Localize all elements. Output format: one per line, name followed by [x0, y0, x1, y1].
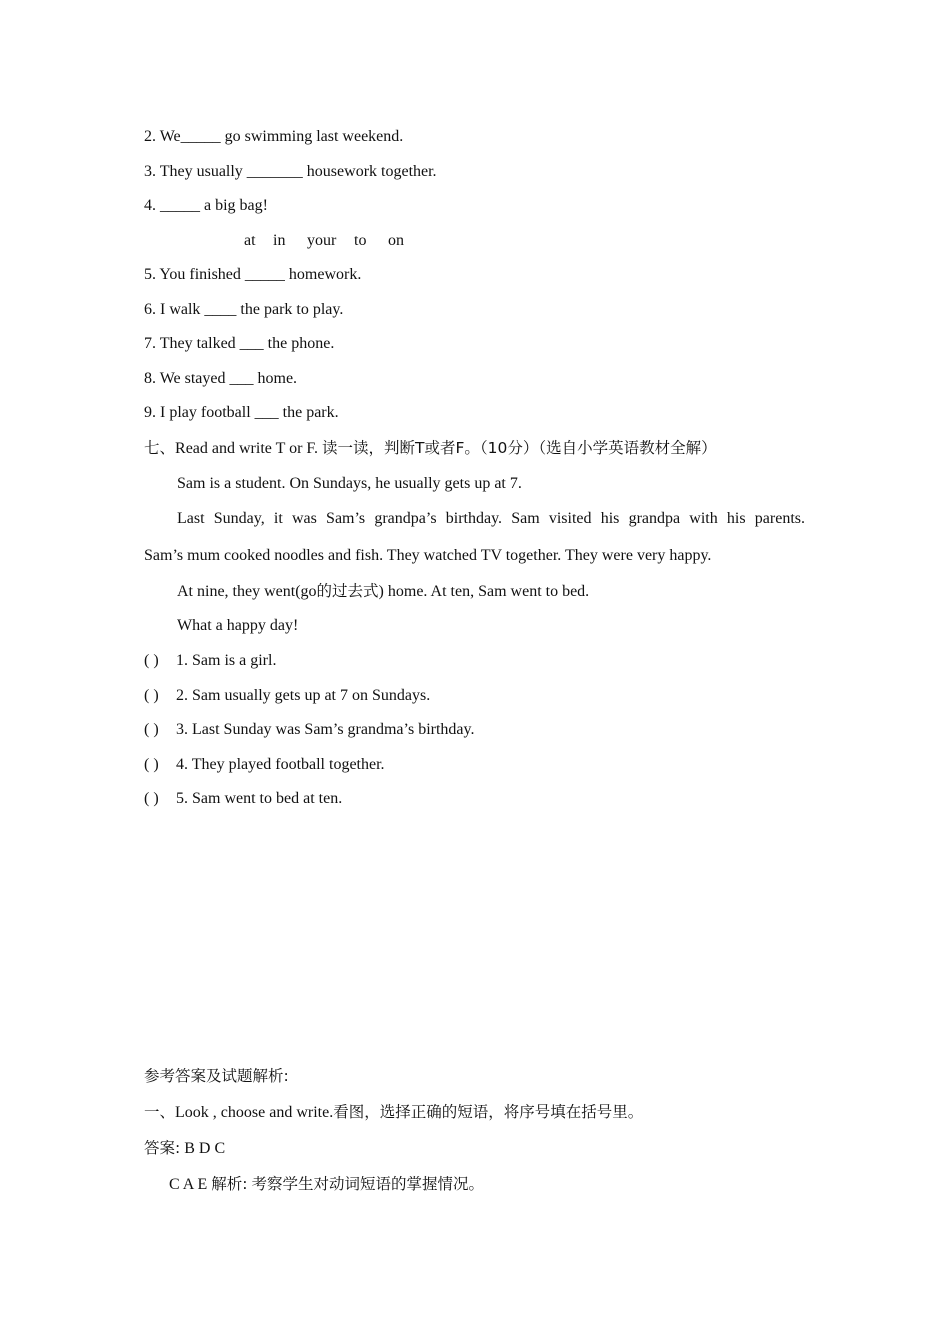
question-3: 3. They usually _______ housework together. [144, 163, 437, 180]
word-bank-item: to [354, 232, 367, 249]
passage-text-cn: 的过去式 [316, 582, 379, 600]
section-7-number: 七、 [144, 439, 176, 457]
passage-text: At nine, they went(go [177, 583, 317, 600]
tf-item-3 [144, 720, 474, 740]
passage-text: ) home. At ten, Sam went to bed. [378, 583, 590, 600]
answer-line-2 [169, 1174, 484, 1195]
section-7-heading [144, 438, 717, 459]
question-5: 5. You finished _____ homework. [144, 266, 362, 283]
passage-paragraph-2-line-2: Sam’s mum cooked noodles and fish. They watched TV together. They were very happy. [144, 547, 712, 564]
word-bank-item: your [307, 232, 337, 249]
answers-section-1-number: 一、 [144, 1103, 176, 1121]
tf-statement: 2. Sam usually gets up at 7 on Sundays. [176, 687, 431, 704]
analysis-label: 解析: [211, 1175, 248, 1193]
tf-item-4 [144, 755, 385, 775]
word-bank-item: in [273, 232, 286, 249]
analysis-text: 考察学生对动词短语的掌握情况。 [251, 1175, 484, 1193]
answers-section-1-heading [144, 1102, 643, 1123]
answer-values-2: C A E [169, 1176, 208, 1193]
answers-section-1-en: Look , choose and write. [175, 1104, 334, 1121]
answers-section-1-cn: 看图，选择正确的短语，将序号填在括号里。 [333, 1103, 644, 1121]
answer-bracket: ( ) [144, 790, 159, 807]
answer-bracket: ( ) [144, 652, 159, 669]
tf-item-5 [144, 789, 342, 809]
word-bank-item: on [388, 232, 404, 249]
passage-paragraph-1: Sam is a student. On Sundays, he usually gets up at 7. [177, 475, 522, 492]
section-7-heading-en: Read and write T or F. [175, 440, 319, 457]
answer-bracket: ( ) [144, 721, 159, 738]
tf-statement: 3. Last Sunday was Sam’s grandma’s birthday. [176, 721, 475, 738]
question-6: 6. I walk ____ the park to play. [144, 301, 344, 318]
passage-paragraph-3 [177, 581, 589, 602]
question-9: 9. I play football ___ the park. [144, 404, 339, 421]
tf-item-1 [144, 651, 276, 671]
question-8: 8. We stayed ___ home. [144, 370, 298, 387]
answer-line-1 [144, 1138, 225, 1159]
answer-bracket: ( ) [144, 756, 159, 773]
question-7: 7. They talked ___ the phone. [144, 335, 335, 352]
answer-values-1: B D C [184, 1140, 226, 1157]
answers-title: 参考答案及试题解析: [144, 1067, 289, 1085]
tf-statement: 5. Sam went to bed at ten. [176, 790, 343, 807]
word-bank-item: at [244, 232, 256, 249]
tf-item-2 [144, 686, 430, 706]
question-2: 2. We_____ go swimming last weekend. [144, 128, 404, 145]
question-4: 4. _____ a big bag! [144, 197, 268, 214]
answer-bracket: ( ) [144, 687, 159, 704]
passage-paragraph-4: What a happy day! [177, 617, 299, 634]
section-7-heading-cn: 读一读，判断T或者F。（10分）（选自小学英语教材全解） [322, 439, 717, 457]
tf-statement: 1. Sam is a girl. [176, 652, 277, 669]
passage-paragraph-2-line-1: Last Sunday, it was Sam’s grandpa’s birthday. Sam visited his grandpa with his parents. [177, 510, 805, 527]
answer-label: 答案: [144, 1139, 181, 1157]
tf-statement: 4. They played football together. [176, 756, 385, 773]
